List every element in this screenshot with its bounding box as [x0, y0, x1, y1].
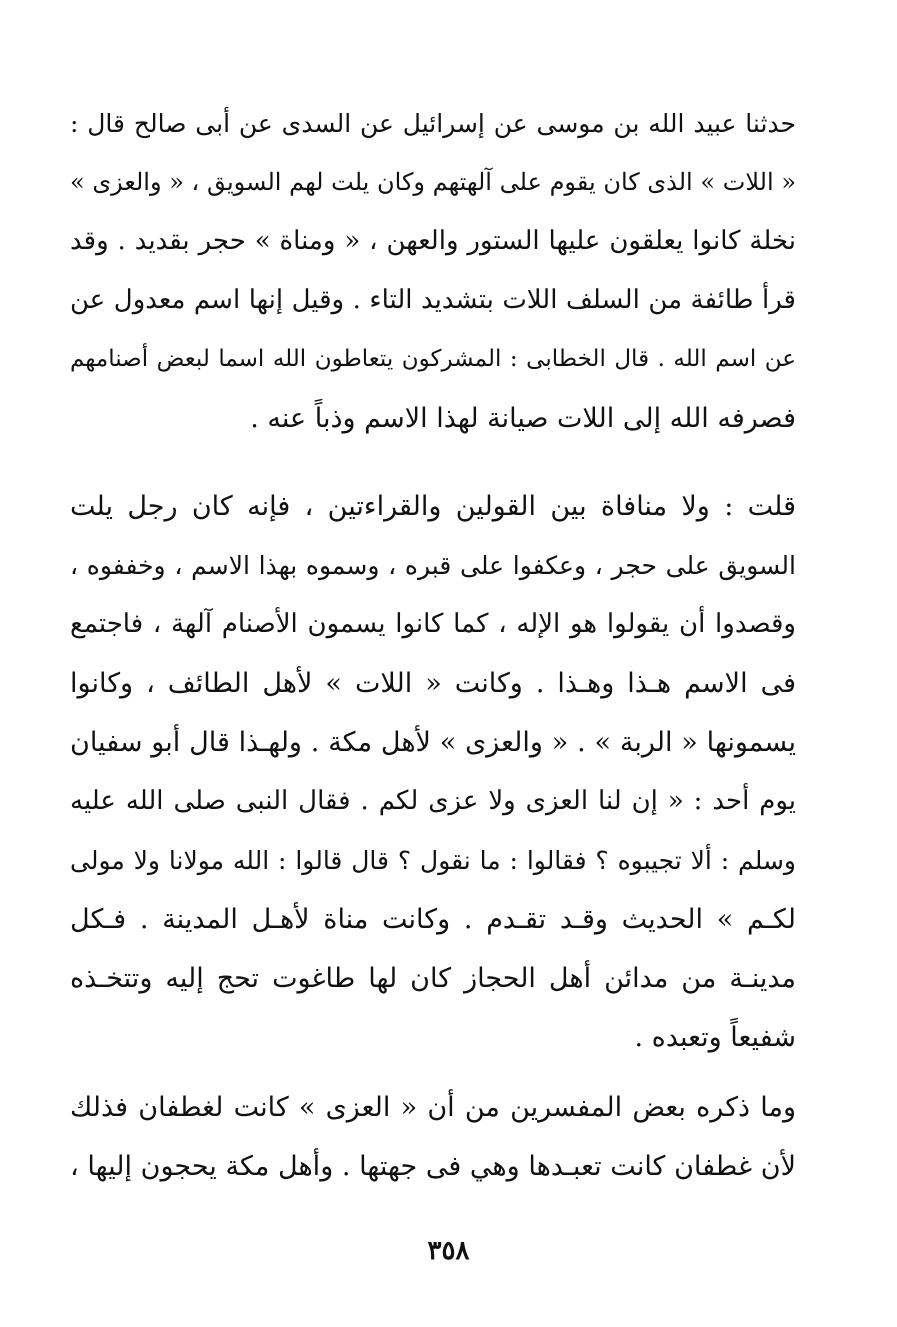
text-line: قرأ طائفة من السلف اللات بتشديد التاء . وقيل إنها اسم معدول عن [70, 285, 796, 315]
text-line: نخلة كانوا يعلقون عليها الستور والعهن ، « ومناة » حجر بقديد . وقد [70, 226, 796, 256]
paragraph-3 [70, 1078, 796, 1196]
text-line: شفيعاً وتعبده . [634, 1022, 796, 1053]
text-line: « اللات » الذى كان يقوم على آلهتهم وكان يلت لهم السويق ، « والعزى » [70, 168, 796, 196]
paragraph-1 [70, 94, 796, 448]
text-line: وما ذكره بعض المفسرين من أن « العزى » كانت لغطفان فذلك [70, 1092, 796, 1123]
text-line: وقصدوا أن يقولوا هو الإله ، كما كانوا يسمون الأصنام آلهة ، فاجتمع [70, 609, 796, 639]
text-line: فى الاسم هـذا وهـذا . وكانت « اللات » لأهل الطائف ، وكانوا [70, 668, 796, 699]
text-line: قلت : ولا منافاة بين القولين والقراءتين ، فإنه كان رجل يلت [70, 491, 796, 522]
text-line: لأن غطفان كانت تعبـدها وهي فى جهتها . وأهل مكة يحجون إليها ، [70, 1151, 796, 1182]
text-line: وسلم : ألا تجيبوه ؟ فقالوا : ما نقول ؟ قال قالوا : الله مولانا ولا مولى [70, 846, 796, 875]
text-line: لكـم » الحديث وقـد تقـدم . وكانت مناة لأهـل المدينة . فـكل [70, 904, 796, 935]
text-line: فصرفه الله إلى اللات صيانة لهذا الاسم وذباً عنه . [250, 403, 796, 434]
page-number: ٣٥٨ [427, 1236, 470, 1266]
text-line: عن اسم الله . قال الخطابى : المشركون يتعاطون الله اسما لبعض أصنامهم [70, 346, 796, 372]
text-line: السويق على حجر ، وعكفوا على قبره ، وسموه بهذا الاسم ، وخففوه ، [70, 551, 796, 580]
text-line: مدينـة من مدائن أهل الحجاز كان لها طاغوت تحج إليه وتتخـذه [70, 963, 796, 994]
text-line: حدثنا عبيد الله بن موسى عن إسرائيل عن السدى عن أبى صالح قال : [70, 109, 796, 138]
paragraph-2 [70, 477, 796, 1067]
text-line: يسمونها « الربة » . « والعزى » لأهل مكة . ولهـذا قال أبو سفيان [70, 727, 796, 758]
text-line: يوم أحد : « إن لنا العزى ولا عزى لكم . فقال النبى صلى الله عليه [70, 786, 796, 816]
